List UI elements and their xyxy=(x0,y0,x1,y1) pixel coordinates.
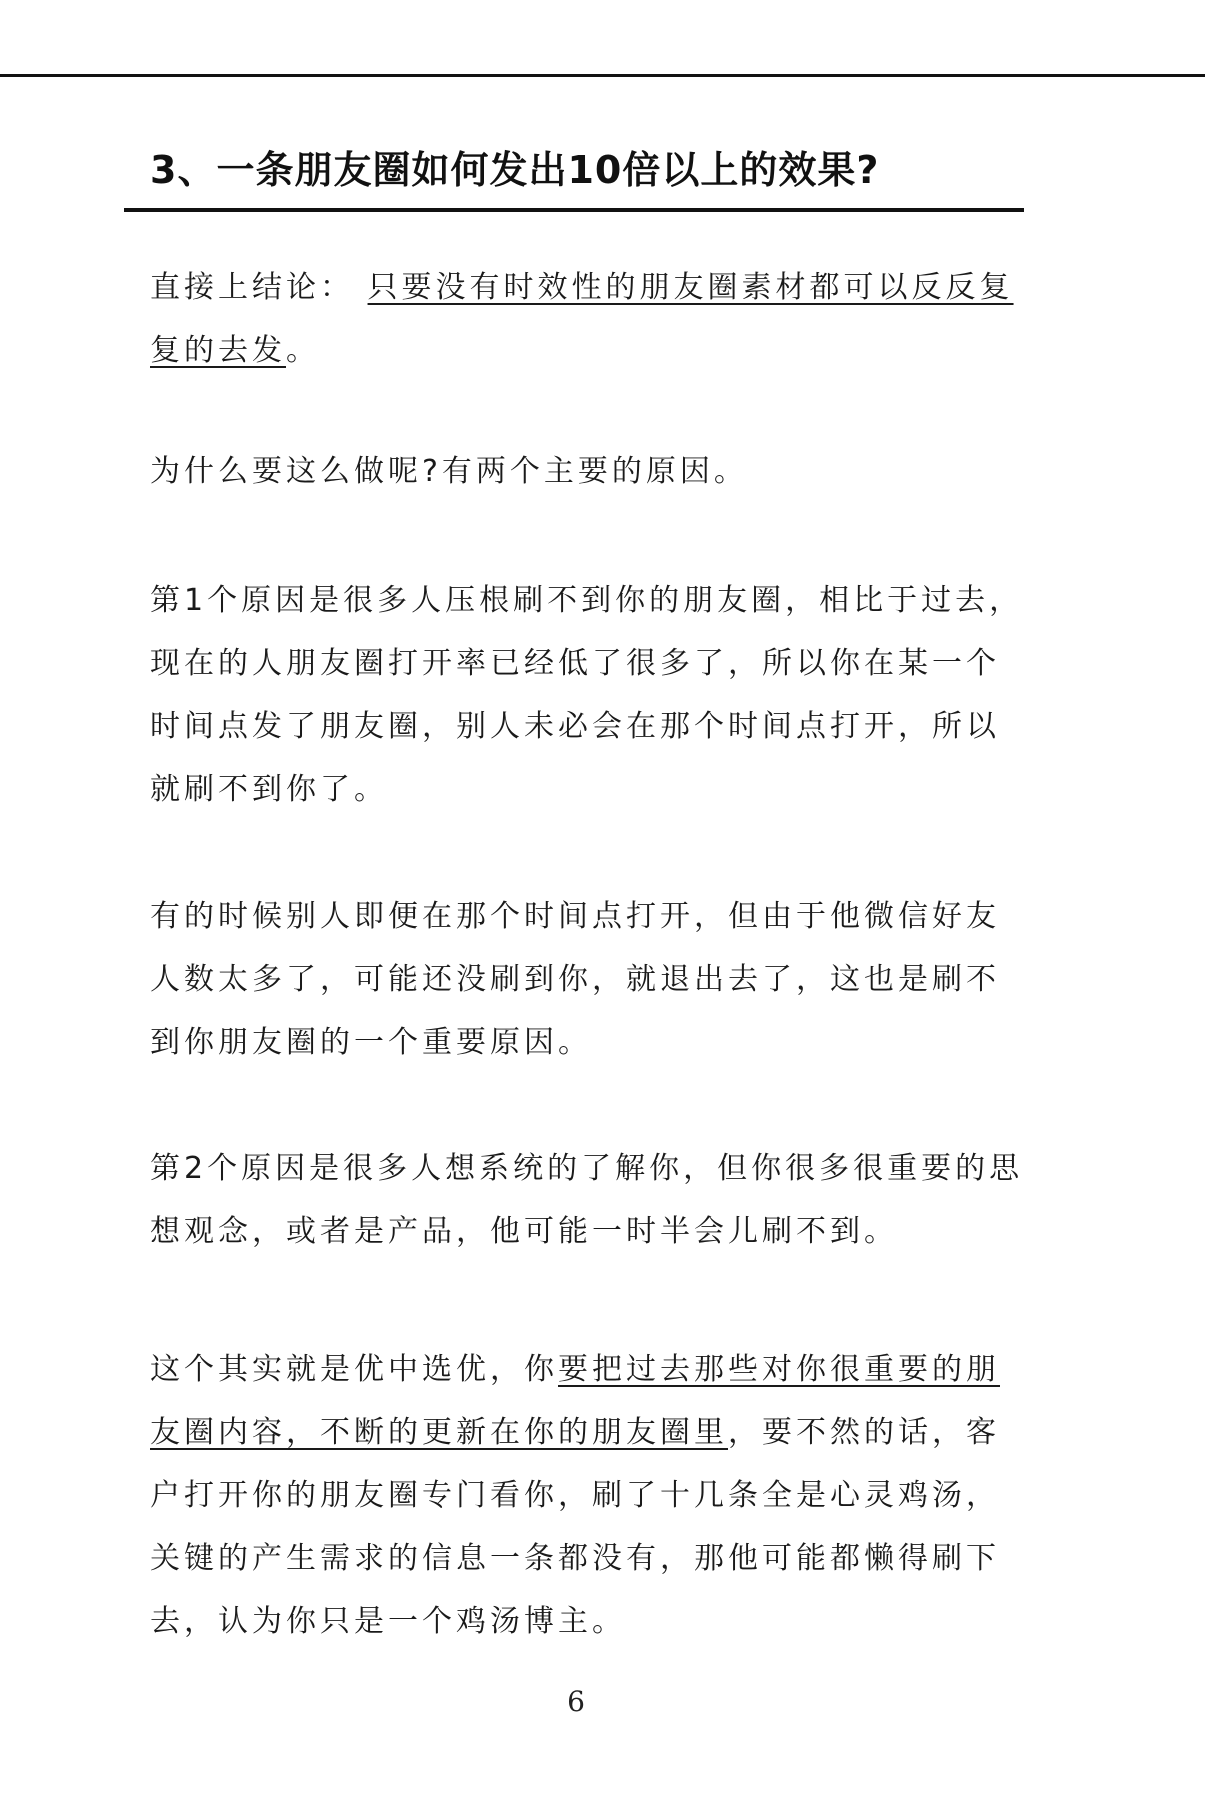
conclusion-tail: 。 xyxy=(286,333,320,368)
best-underlined: 要把过去那些对你很重要的朋友圈内容，不断的更新在你的朋友圈里 xyxy=(150,1352,1000,1450)
paragraph-reason-2: 第2个原因是很多人想系统的了解你，但你很多很重要的思想观念，或者是产品，他可能一时半会儿刷不到。 xyxy=(150,1151,1024,1249)
paragraph-too-many-friends: 有的时候别人即便在那个时间点打开，但由于他微信好友人数太多了，可能还没刷到你，就退出去了，这也是刷不到你朋友圈的一个重要原因。 xyxy=(150,899,1000,1060)
conclusion-underlined: 只要没有时效性的朋友圈素材都可以反反复复的去发 xyxy=(150,270,1014,368)
title-rule xyxy=(124,208,1024,212)
best-lead: 这个其实就是优中选优，你 xyxy=(150,1352,558,1387)
paragraph-best-of-best xyxy=(150,1338,1030,1653)
conclusion-lead: 直接上结论： xyxy=(150,270,368,305)
best-tail: ，要不然的话，客户打开你的朋友圈专门看你，刷了十几条全是心灵鸡汤，关键的产生需求的信息一条都没有，那他可能都懒得刷下去，认为你只是一个鸡汤博主。 xyxy=(150,1415,1000,1639)
page-number: 6 xyxy=(567,1685,585,1718)
section-title: 3、一条朋友圈如何发出10倍以上的效果? xyxy=(150,148,880,192)
paragraph-conclusion xyxy=(150,256,1030,382)
top-rule xyxy=(0,74,1205,77)
paragraph-reason-1: 第1个原因是很多人压根刷不到你的朋友圈，相比于过去，现在的人朋友圈打开率已经低了很多了，所以你在某一个时间点发了朋友圈，别人未必会在那个时间点打开，所以就刷不到你了。 xyxy=(150,583,1024,807)
paragraph-why: 为什么要这么做呢?有两个主要的原因。 xyxy=(150,454,748,489)
